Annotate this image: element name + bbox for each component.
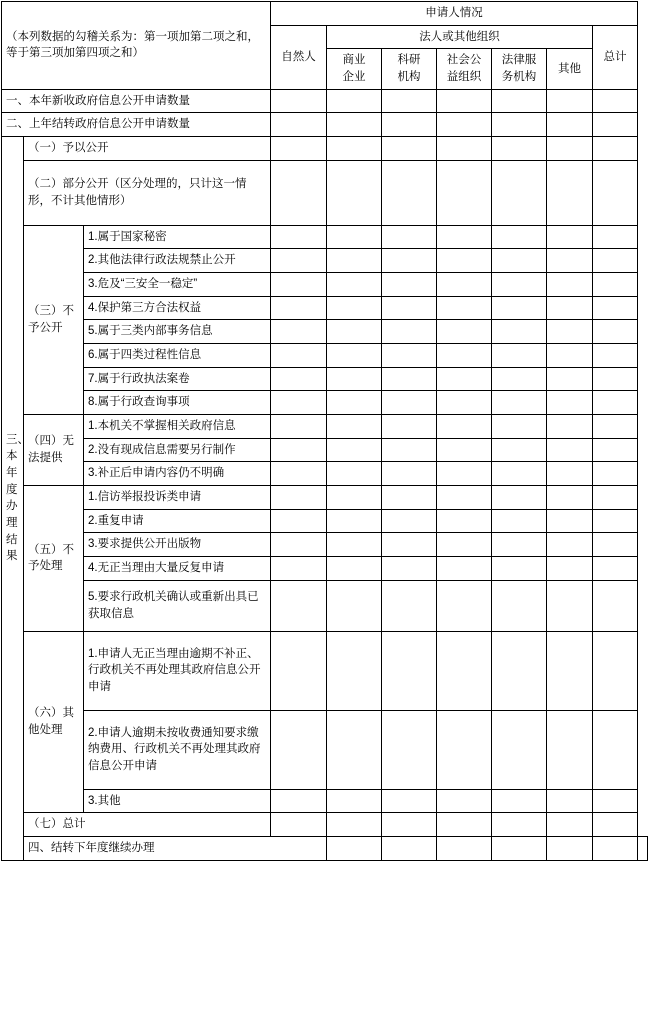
cell-value[interactable] <box>547 249 593 273</box>
row-label-enforcement-file: 7.属于行政执法案卷 <box>84 367 271 391</box>
header-natural-person: 自然人 <box>271 25 327 89</box>
cell-value[interactable] <box>492 160 547 225</box>
cell-value[interactable] <box>327 580 382 631</box>
row-group-other-handling <box>24 631 84 813</box>
row-group-annual-results-line2: 年度办 <box>6 467 18 513</box>
cell-value[interactable] <box>547 225 593 249</box>
table-row <box>2 837 648 861</box>
cell-value[interactable] <box>382 137 437 161</box>
cell-value[interactable] <box>382 789 437 813</box>
cell-value[interactable] <box>437 391 492 415</box>
cell-value[interactable] <box>437 710 492 789</box>
header-col-research-line1: 科研 <box>382 49 437 69</box>
cell-value[interactable] <box>547 631 593 710</box>
cell-value[interactable] <box>547 557 593 581</box>
row-label-carryover-applications: 二、上年结转政府信息公开申请数量 <box>2 113 271 137</box>
row-label-administrative-query: 8.属于行政查询事项 <box>84 391 271 415</box>
row-label-state-secret: 1.属于国家秘密 <box>84 225 271 249</box>
cell-value[interactable] <box>547 320 593 344</box>
cell-value[interactable] <box>271 249 327 273</box>
header-col-public-welfare-line2: 益组织 <box>437 69 492 89</box>
header-col-legal-service-line2: 务机构 <box>492 69 547 89</box>
cell-value[interactable] <box>382 415 437 439</box>
row-group-not-processed <box>24 486 84 632</box>
table-row <box>2 391 648 415</box>
table-row <box>2 367 648 391</box>
row-label-process-information: 6.属于四类过程性信息 <box>84 344 271 368</box>
cell-value[interactable] <box>327 486 382 510</box>
header-legal-or-other-org: 法人或其他组织 <box>327 25 593 49</box>
cell-value[interactable] <box>271 533 327 557</box>
table-row <box>2 509 648 533</box>
header-total: 总计 <box>593 25 638 89</box>
cell-value[interactable] <box>437 789 492 813</box>
table-row <box>2 320 648 344</box>
cell-value[interactable] <box>593 391 638 415</box>
cell-value[interactable] <box>327 415 382 439</box>
header-col-public-welfare-line1: 社会公 <box>437 49 492 69</box>
cell-value[interactable] <box>382 631 437 710</box>
row-group-annual-results-line3: 理结果 <box>6 517 18 563</box>
cell-value[interactable] <box>547 137 593 161</box>
cell-value[interactable] <box>547 580 593 631</box>
header-col-legal-service-line1: 法律服 <box>492 49 547 69</box>
cell-value[interactable] <box>593 509 638 533</box>
cell-value[interactable] <box>593 89 638 113</box>
cell-value[interactable] <box>327 273 382 297</box>
cell-value[interactable] <box>593 710 638 789</box>
cell-value[interactable] <box>382 462 437 486</box>
cell-value[interactable] <box>492 391 547 415</box>
cell-value[interactable] <box>492 710 547 789</box>
row-label-carryover-next-year: 四、结转下年度继续办理 <box>24 837 327 861</box>
cell-value[interactable] <box>437 557 492 581</box>
cell-value[interactable] <box>492 113 547 137</box>
table-row <box>2 486 648 510</box>
row-label-not-held: 1.本机关不掌握相关政府信息 <box>84 415 271 439</box>
cell-value[interactable] <box>593 813 638 837</box>
cell-value[interactable] <box>437 225 492 249</box>
cell-value[interactable] <box>382 113 437 137</box>
row-label-subtotal: （七）总计 <box>24 813 271 837</box>
cell-value[interactable] <box>492 557 547 581</box>
header-col-research-line2: 机构 <box>382 69 437 89</box>
table-row <box>2 249 648 273</box>
row-label-repeated-unreasonable: 4.无正当理由大量反复申请 <box>84 557 271 581</box>
statistics-table <box>1 1 648 861</box>
cell-value[interactable] <box>492 486 547 510</box>
cell-value[interactable] <box>547 273 593 297</box>
cell-value[interactable] <box>593 160 638 225</box>
table-row <box>2 789 648 813</box>
note-cell: （本列数据的勾稽关系为：第一项加第二项之和，等于第三项加第四项之和） <box>2 2 271 90</box>
cell-value[interactable] <box>437 813 492 837</box>
cell-value[interactable] <box>547 391 593 415</box>
cell-value[interactable] <box>547 160 593 225</box>
cell-value[interactable] <box>271 89 327 113</box>
cell-value[interactable] <box>547 789 593 813</box>
cell-value[interactable] <box>593 415 638 439</box>
cell-value[interactable] <box>547 813 593 837</box>
cell-value[interactable] <box>271 320 327 344</box>
row-group-not-disclosed-line2: 予公开 <box>28 321 63 334</box>
table-row <box>2 462 648 486</box>
table-row <box>2 813 648 837</box>
cell-value[interactable] <box>547 296 593 320</box>
cell-value[interactable] <box>382 557 437 581</box>
cell-value[interactable] <box>492 344 547 368</box>
cell-value[interactable] <box>437 533 492 557</box>
table-row <box>2 160 648 225</box>
header-row-applicant-situation <box>2 2 648 26</box>
cell-value[interactable] <box>327 137 382 161</box>
table-row <box>2 415 648 439</box>
row-label-three-safety: 3.危及“三安全一稳定” <box>84 273 271 297</box>
row-label-duplicate-application: 2.重复申请 <box>84 509 271 533</box>
row-label-unclear-after-correction: 3.补正后申请内容仍不明确 <box>84 462 271 486</box>
table-row <box>2 533 648 557</box>
cell-value[interactable] <box>437 415 492 439</box>
cell-value[interactable] <box>271 557 327 581</box>
cell-value[interactable] <box>382 391 437 415</box>
cell-value[interactable] <box>593 137 638 161</box>
cell-value[interactable] <box>547 837 593 861</box>
cell-value[interactable] <box>271 273 327 297</box>
header-applicant-situation: 申请人情况 <box>271 2 638 26</box>
cell-value[interactable] <box>382 367 437 391</box>
table-row <box>2 273 648 297</box>
row-group-unable-to-provide-line2: 法提供 <box>28 452 63 465</box>
cell-value[interactable] <box>593 273 638 297</box>
cell-value[interactable] <box>593 438 638 462</box>
cell-value[interactable] <box>327 533 382 557</box>
row-label-new-applications: 一、本年新收政府信息公开申请数量 <box>2 89 271 113</box>
cell-value[interactable] <box>271 160 327 225</box>
cell-value[interactable] <box>271 296 327 320</box>
cell-value[interactable] <box>547 533 593 557</box>
cell-value[interactable] <box>271 367 327 391</box>
cell-value[interactable] <box>382 89 437 113</box>
cell-value[interactable] <box>327 557 382 581</box>
cell-value[interactable] <box>492 137 547 161</box>
cell-value[interactable] <box>327 789 382 813</box>
cell-value[interactable] <box>547 509 593 533</box>
cell-value[interactable] <box>271 631 327 710</box>
cell-value[interactable] <box>271 415 327 439</box>
table-row <box>2 580 648 631</box>
cell-value[interactable] <box>327 296 382 320</box>
row-group-other-handling-line2: 他处理 <box>28 724 63 737</box>
cell-value[interactable] <box>327 160 382 225</box>
cell-value[interactable] <box>382 710 437 789</box>
cell-value[interactable] <box>382 533 437 557</box>
row-group-annual-results-line1: 三、本 <box>6 433 29 463</box>
cell-value[interactable] <box>492 789 547 813</box>
cell-value[interactable] <box>593 631 638 710</box>
cell-value[interactable] <box>437 486 492 510</box>
cell-value[interactable] <box>437 249 492 273</box>
row-group-not-disclosed <box>24 225 84 414</box>
cell-value[interactable] <box>382 509 437 533</box>
table-row <box>2 557 648 581</box>
table-row <box>2 296 648 320</box>
cell-value[interactable] <box>327 631 382 710</box>
cell-value[interactable] <box>593 296 638 320</box>
cell-value[interactable] <box>271 789 327 813</box>
cell-value[interactable] <box>593 533 638 557</box>
row-group-unable-to-provide-line1: （四）无 <box>28 435 74 448</box>
cell-value[interactable] <box>547 438 593 462</box>
cell-value[interactable] <box>271 486 327 510</box>
cell-value[interactable] <box>593 789 638 813</box>
cell-value[interactable] <box>327 462 382 486</box>
cell-value[interactable] <box>327 113 382 137</box>
cell-value[interactable] <box>492 367 547 391</box>
cell-value[interactable] <box>271 580 327 631</box>
cell-value[interactable] <box>327 249 382 273</box>
cell-value[interactable] <box>547 113 593 137</box>
row-label-internal-affairs: 5.属于三类内部事务信息 <box>84 320 271 344</box>
cell-value[interactable] <box>593 462 638 486</box>
cell-value[interactable] <box>271 509 327 533</box>
cell-value[interactable] <box>492 837 547 861</box>
cell-value[interactable] <box>437 320 492 344</box>
cell-value[interactable] <box>327 391 382 415</box>
cell-value[interactable] <box>492 320 547 344</box>
cell-value[interactable] <box>382 837 437 861</box>
cell-value[interactable] <box>327 837 382 861</box>
cell-value[interactable] <box>593 486 638 510</box>
cell-value[interactable] <box>492 415 547 439</box>
cell-value[interactable] <box>382 813 437 837</box>
table-row <box>2 710 648 789</box>
table-row <box>2 137 648 161</box>
cell-value[interactable] <box>271 113 327 137</box>
row-label-third-party-rights: 4.保护第三方合法权益 <box>84 296 271 320</box>
cell-value[interactable] <box>327 89 382 113</box>
cell-value[interactable] <box>382 273 437 297</box>
cell-value[interactable] <box>593 225 638 249</box>
cell-value[interactable] <box>593 837 638 861</box>
row-group-other-handling-line1: （六）其 <box>28 707 74 720</box>
cell-value[interactable] <box>382 344 437 368</box>
cell-value[interactable] <box>593 557 638 581</box>
header-col-other: 其他 <box>547 49 593 89</box>
cell-value[interactable] <box>437 438 492 462</box>
table-row <box>2 438 648 462</box>
cell-value[interactable] <box>271 391 327 415</box>
cell-value[interactable] <box>547 344 593 368</box>
row-label-needs-creation: 2.没有现成信息需要另行制作 <box>84 438 271 462</box>
cell-value[interactable] <box>593 367 638 391</box>
cell-value[interactable] <box>437 631 492 710</box>
cell-value[interactable] <box>327 367 382 391</box>
cell-value[interactable] <box>271 225 327 249</box>
cell-value[interactable] <box>492 273 547 297</box>
row-label-published-material: 3.要求提供公开出版物 <box>84 533 271 557</box>
cell-value[interactable] <box>638 837 648 861</box>
cell-value[interactable] <box>327 509 382 533</box>
cell-value[interactable] <box>271 344 327 368</box>
cell-value[interactable] <box>271 710 327 789</box>
row-label-confirm-reissue: 5.要求行政机关确认或重新出具已获取信息 <box>84 580 271 631</box>
cell-value[interactable] <box>437 113 492 137</box>
cell-value[interactable] <box>437 580 492 631</box>
cell-value[interactable] <box>327 344 382 368</box>
cell-value[interactable] <box>593 580 638 631</box>
cell-value[interactable] <box>271 137 327 161</box>
cell-value[interactable] <box>382 580 437 631</box>
cell-value[interactable] <box>492 89 547 113</box>
cell-value[interactable] <box>437 509 492 533</box>
table-row <box>2 344 648 368</box>
cell-value[interactable] <box>382 320 437 344</box>
cell-value[interactable] <box>492 580 547 631</box>
cell-value[interactable] <box>437 344 492 368</box>
table-row <box>2 225 648 249</box>
row-group-not-disclosed-line1: （三）不 <box>28 305 74 318</box>
cell-value[interactable] <box>382 249 437 273</box>
cell-value[interactable] <box>271 438 327 462</box>
cell-value[interactable] <box>437 837 492 861</box>
cell-value[interactable] <box>593 249 638 273</box>
cell-value[interactable] <box>437 89 492 113</box>
row-label-partially-disclosed: （二）部分公开（区分处理的，只计这一情形，不计其他情形） <box>24 160 271 225</box>
cell-value[interactable] <box>547 415 593 439</box>
cell-value[interactable] <box>382 486 437 510</box>
cell-value[interactable] <box>492 462 547 486</box>
cell-value[interactable] <box>492 296 547 320</box>
table-row <box>2 89 648 113</box>
cell-value[interactable] <box>492 813 547 837</box>
cell-value[interactable] <box>547 486 593 510</box>
row-group-not-processed-line2: 予处理 <box>28 560 63 573</box>
cell-value[interactable] <box>547 89 593 113</box>
cell-value[interactable] <box>327 438 382 462</box>
row-group-annual-results <box>2 137 29 861</box>
cell-value[interactable] <box>437 160 492 225</box>
cell-value[interactable] <box>382 296 437 320</box>
cell-value[interactable] <box>492 438 547 462</box>
cell-value[interactable] <box>327 813 382 837</box>
cell-value[interactable] <box>492 631 547 710</box>
cell-value[interactable] <box>492 225 547 249</box>
table-row <box>2 631 648 710</box>
row-label-overdue-no-correction: 1.申请人无正当理由逾期不补正、行政机关不再处理其政府信息公开申请 <box>84 631 271 710</box>
cell-value[interactable] <box>382 225 437 249</box>
cell-value[interactable] <box>437 296 492 320</box>
table-row <box>2 113 648 137</box>
cell-value[interactable] <box>593 344 638 368</box>
cell-value[interactable] <box>547 462 593 486</box>
cell-value[interactable] <box>327 320 382 344</box>
header-col-commercial-line2: 企业 <box>327 69 382 89</box>
row-label-overdue-no-payment: 2.申请人逾期未按收费通知要求缴纳费用、行政机关不再处理其政府信息公开申请 <box>84 710 271 789</box>
cell-value[interactable] <box>271 813 327 837</box>
row-label-law-prohibited: 2.其他法律行政法规禁止公开 <box>84 249 271 273</box>
cell-value[interactable] <box>593 320 638 344</box>
cell-value[interactable] <box>382 160 437 225</box>
cell-value[interactable] <box>547 367 593 391</box>
row-label-other: 3.其他 <box>84 789 271 813</box>
cell-value[interactable] <box>437 273 492 297</box>
row-group-unable-to-provide <box>24 415 84 486</box>
cell-value[interactable] <box>327 225 382 249</box>
cell-value[interactable] <box>271 462 327 486</box>
cell-value[interactable] <box>593 113 638 137</box>
cell-value[interactable] <box>547 710 593 789</box>
row-group-not-processed-line1: （五）不 <box>28 543 74 556</box>
header-col-commercial-line1: 商业 <box>327 49 382 69</box>
cell-value[interactable] <box>492 249 547 273</box>
row-label-petition-complaint: 1.信访举报投诉类申请 <box>84 486 271 510</box>
cell-value[interactable] <box>437 462 492 486</box>
cell-value[interactable] <box>492 509 547 533</box>
cell-value[interactable] <box>382 438 437 462</box>
row-label-disclosed: （一）予以公开 <box>24 137 271 161</box>
cell-value[interactable] <box>437 137 492 161</box>
cell-value[interactable] <box>327 710 382 789</box>
cell-value[interactable] <box>492 533 547 557</box>
cell-value[interactable] <box>437 367 492 391</box>
